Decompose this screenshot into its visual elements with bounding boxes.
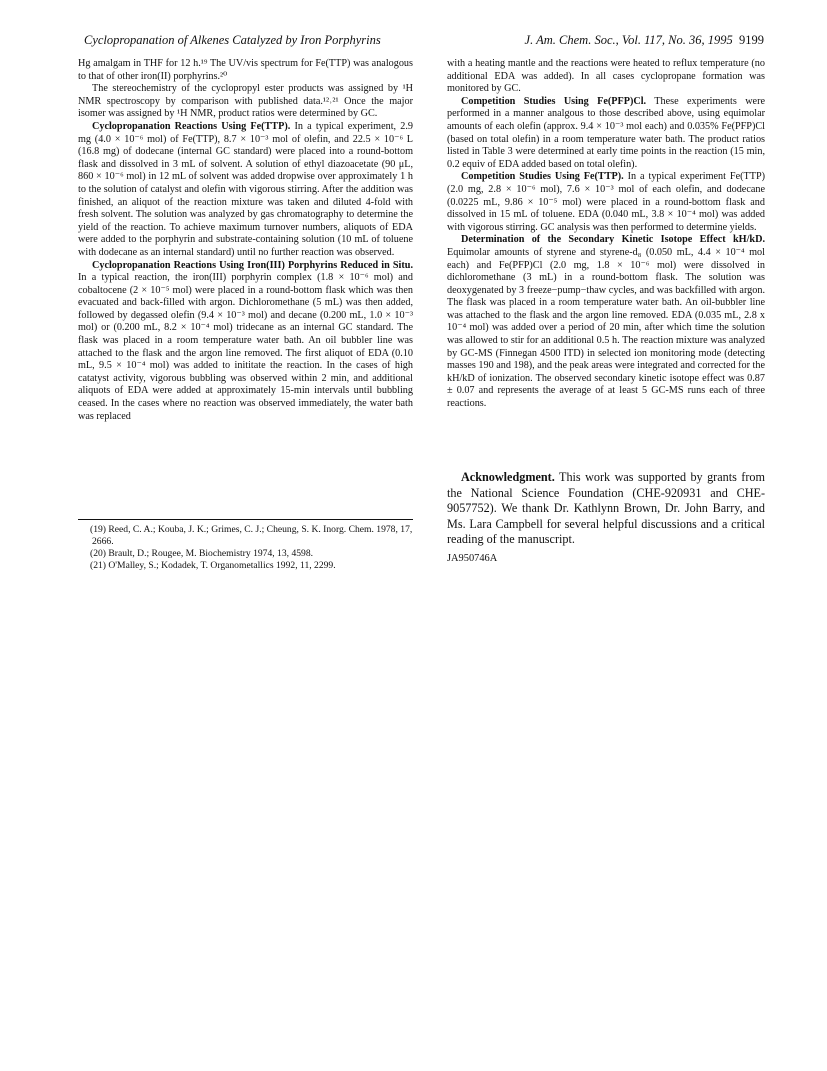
section-heading: Cyclopropanation Reactions Using Fe(TTP). — [92, 120, 291, 132]
section-heading: Competition Studies Using Fe(PFP)Cl. — [461, 95, 647, 107]
paragraph-text: In a typical reaction, the iron(III) porphyrin complex (1.8 × 10⁻⁶ mol) and cobaltocene (2 × 10⁻⁵ mol) were placed in a round-bottom flask which was then evacuated and back-filled with argon. Dichloromethane (5 mL) was then added, followed by degassed olefin (9.4 × 10⁻³ mol) and decane (0.200 mL, 1.0 × 10⁻³ mol) or (0.200 mL, 8.2 × 10⁻⁴ mol) tridecane as an internal GC standard. The flask was placed in a room temperature water bath. An oil bubbler line was attached to the flask and the argon line removed. The first aliquot of EDA (0.10 mL, 9.5 × 10⁻⁴ mol) was added to inititate the reaction. In the cases of high catatyst activity, vigorous bubbling was observed within 2 min, and additional aliquots of EDA were added at approximately 15-min intervals until bubbling ceased. In the cases where no reaction was observed immediately, the water bath was replaced — [78, 272, 413, 422]
paragraph-text: Equimolar amounts of styrene and styrene-d₈ (0.050 mL, 4.4 × 10⁻⁴ mol each) and Fe(PFP)Cl (2.0 mg, 1.8 × 10⁻⁶ mol) were dissolved in dichloromethane (3 mL) in a round-bottom flask. The solution was deoxygenated by 3 freeze−pump−thaw cycles, and was backfilled with argon. The flask was placed in a room temperature water bath. An oil-bubbler line was attached to the flask and the argon line removed. EDA (0.035 mL, 2.8 x 10⁻⁴ mol) was added over a period of 20 min, after which time the solution was allowed to stir for an additional 0.5 h. The reaction mixture was analyzed by GC-MS (Finnegan 4500 ITD) in selected ion monitoring mode (detecting masses 190 and 198), and the peak areas were integrated and corrected for the kH/kD of ionization. The observed secondary kinetic isotope effect was 0.87 ± 0.07 and represents the average of at least 5 GC-MS runs each of three reactions. — [447, 246, 765, 410]
running-header-title: Cyclopropanation of Alkenes Catalyzed by Iron Porphyrins — [84, 33, 381, 47]
section-heading: Competition Studies Using Fe(TTP). — [461, 171, 624, 183]
journal-citation: J. Am. Chem. Soc., Vol. 117, No. 36, 1995 — [524, 33, 733, 47]
section-heading: Determination of the Secondary Kinetic Isotope Effect kH/kD. — [461, 234, 765, 246]
acknowledgment-text: This work was supported by grants from the National Science Foundation (CHE-920931 and CHE-9057752). We thank Dr. Kathlynn Brown, Dr. John Barry, and Ms. Lara Campbell for several helpful discussions and a critical reading of the manuscript. — [447, 470, 765, 547]
paragraph: Hg amalgam in THF for 12 h.¹⁹ The UV/vis spectrum for Fe(TTP) was analogous to that of other iron(II) porphyrins.²⁰ — [78, 58, 413, 82]
paragraph — [447, 96, 765, 172]
footnote-19: (19) Reed, C. A.; Kouba, J. K.; Grimes, C. J.; Cheung, S. K. Inorg. Chem. 1978, 17, 2666. — [90, 524, 413, 547]
paragraph-text: In a typical experiment Fe(TTP) (2.0 mg, 2.8 × 10⁻⁶ mol), 7.6 × 10⁻³ mol of each olefin, and dodecane (0.0225 mL, 9.86 × 10⁻⁵ mol) were placed in a round-bottom flask and dissolved in 15 mL of toluene. EDA (0.040 mL, 3.8 × 10⁻⁴ mol) was added with vigorous stirring. GC analysis was then performed to determine yields. — [447, 171, 766, 233]
footnote-divider — [78, 519, 413, 520]
paragraph-text: These experiments were performed in a manner analgous to those described above, using equimolar amounts of each olefin (approx. 9.4 × 10⁻³ mol each) and 0.035% Fe(PFP)Cl (based on total olefin) in a room temperature water bath. The product ratios listed in Table 3 were determined at early time points in the reaction (15 min, 0.2 equiv of EDA added based on total olefin). — [447, 95, 765, 170]
right-column — [447, 58, 765, 411]
footnote-21: (21) O'Malley, S.; Kodadek, T. Organometallics 1992, 11, 2299. — [90, 560, 336, 571]
paragraph — [78, 121, 413, 260]
section-heading: Cyclopropanation Reactions Using Iron(III) Porphyrins Reduced in Situ. — [92, 259, 413, 271]
acknowledgment-heading: Acknowledgment. — [461, 470, 555, 484]
manuscript-code: JA950746A — [447, 553, 498, 564]
left-column — [78, 58, 413, 423]
paragraph — [447, 171, 765, 234]
paragraph: The stereochemistry of the cyclopropyl ester products was assigned by ¹H NMR spectroscopy by comparison with published data.¹²˒²¹ Once the major isomer was assigned by ¹H NMR, product ratios were determined by GC. — [78, 83, 413, 120]
acknowledgment — [447, 470, 765, 548]
paragraph — [447, 234, 765, 410]
footnote-20: (20) Brault, D.; Rougee, M. Biochemistry 1974, 13, 4598. — [90, 548, 314, 559]
page-number: 9199 — [739, 33, 764, 47]
paragraph-text: In a typical experiment, 2.9 mg (4.0 × 10⁻⁶ mol) of Fe(TTP), 8.7 × 10⁻³ mol of olefin, and 22.5 × 10⁻⁶ L (16.8 mg) of dodecane (internal GC standard) were placed into a round-bottom flask and dissolved in 3 mL of solvent. A solution of ethyl diazoacetate (90 μL, 860 × 10⁻⁶ mol) in 12 mL of solvent was added dropwise over approximately 1 h to the solution of catalyst and olefin with vigorous stirring. After the addition was finished, an aliquot of the reaction mixture was taken and diluted 4-fold with fresh solvent. The solution was analyzed by gas chromatography to determine the yield of the reaction. To achieve maximum turnover numbers, aliquots of EDA were added to the porphyrin and substrate-containing solution (10 mL of toluene with dodecane as an internal standard) until no further reaction was observed. — [78, 120, 413, 258]
paragraph: with a heating mantle and the reactions were heated to reflux temperature (no additional EDA was added). In all cases cyclopropane formation was monitored by GC. — [447, 58, 765, 95]
footnotes — [78, 524, 413, 572]
paragraph — [78, 260, 413, 424]
running-header-journal — [525, 33, 764, 48]
